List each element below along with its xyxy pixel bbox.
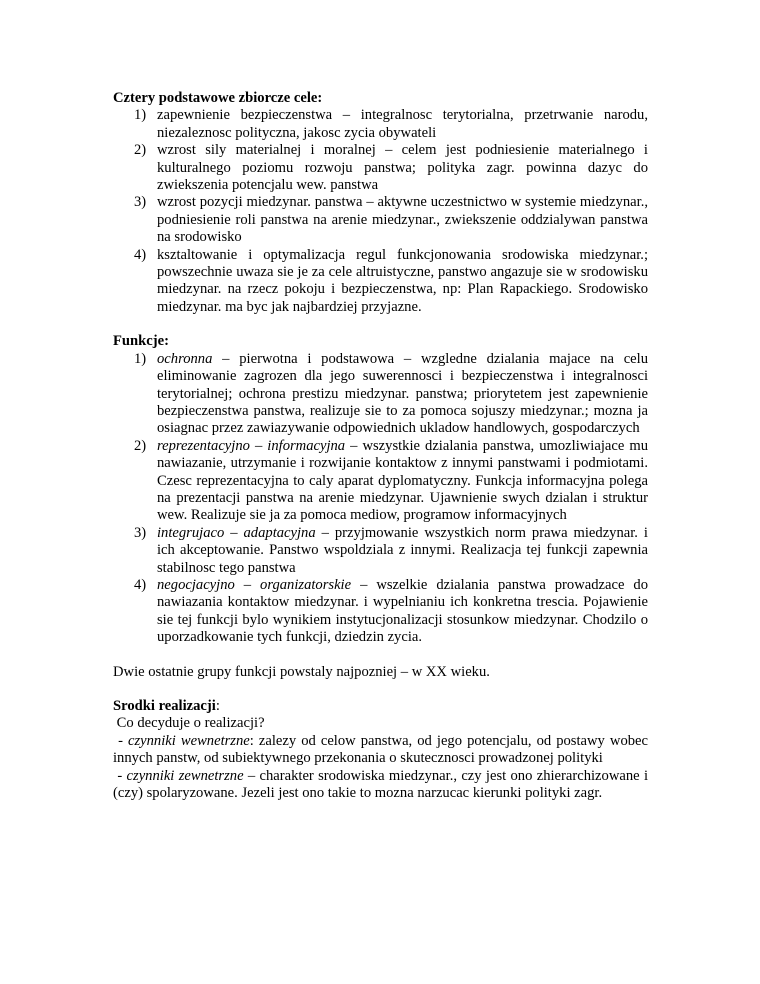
item-term: negocjacyjno – organizatorskie: [157, 576, 352, 593]
list-item: [113, 142, 648, 194]
note-paragraph: Dwie ostatnie grupy funkcji powstaly najpozniej – w XX wieku.: [113, 663, 490, 680]
functions-list: [113, 351, 648, 647]
means-question: Co decyduje o realizacji?: [113, 715, 265, 732]
list-item: [113, 577, 648, 647]
factor-text: – charakter srodowiska miedzynar., czy jest ono zhierarchizowane i (czy) spolaryzowane. Jezeli jest ono takie to mozna narzucac kierunki polityki zagr.: [113, 767, 649, 802]
factor-term: czynniki wewnetrzne: [127, 732, 250, 749]
list-item: [113, 351, 648, 438]
item-number: 4): [134, 246, 147, 263]
item-text: – wszystkie dzialania panstwa, umozliwiajace mu nawiazanie, utrzymanie i rozwijanie kontaktow z innymi panstwami i podmiotami. Czesc reprezentacyjna to caly aparat dyplomatyczny. Funkcja informacyjna polega na prezentacji panstwa na arenie miedzynar. Ujawnienie swych dzialan i struktur wew. Realizuje sie ja za pomoca mediow, programow informacyjnych: [157, 437, 648, 524]
item-text: zapewnienie bezpieczenstwa – integralnosc terytorialna, przetrwanie narodu, niezaleznosc polityczna, jakosc zycia obywateli: [157, 107, 648, 141]
item-text: – pierwotna i podstawowa – wzgledne dzialania majace na celu eliminowanie zagrozen dla jego suwerennosci i bezpieczenstwa i integralnosci terytorialnej; ochrona prestizu miedzynar. panstwa; priorytetem jest zapewnienie bezpieczenstwa panstwa, realizuje sie to za pomoca sojuszy miedzynar.; mozna ja osiagnac przez zawiazywanie odpowiednich ukladow handlowych, gospodarczych: [157, 350, 648, 437]
note-section: [113, 664, 648, 681]
means-section: [113, 698, 648, 802]
means-heading-line: [113, 698, 648, 715]
item-number: 3): [134, 524, 147, 541]
item-text: – przyjmowanie wszystkich norm prawa miedzynar. i ich akceptowanie. Panstwo wspoldziala z innymi. Realizacja tej funkcji zapewnia stabilnosc tego panstwa: [157, 524, 648, 576]
list-item: [113, 525, 648, 577]
item-number: 1): [134, 107, 147, 124]
goals-heading: Cztery podstawowe zbiorcze cele:: [113, 90, 323, 106]
list-item: [113, 194, 648, 246]
item-number: 4): [134, 576, 147, 593]
goals-list: [113, 107, 648, 316]
goals-section: [113, 90, 648, 316]
list-item: [113, 107, 648, 142]
document-body: [113, 90, 648, 819]
factor-prefix: -: [113, 767, 127, 784]
functions-heading: Funkcje:: [113, 333, 169, 350]
means-heading: Srodki realizacji: [113, 698, 216, 714]
item-text: wzrost sily materialnej i moralnej – celem jest podniesienie materialnego i kulturalnego poziomu rozwoju panstwa; polityka zagr. powinna dazyc do zwiekszenia potencjalu wew. panstwa: [157, 142, 648, 194]
item-term: reprezentacyjno – informacyjna: [157, 437, 346, 454]
factor-term: czynniki zewnetrzne: [126, 767, 244, 784]
list-item: [113, 247, 648, 317]
item-term: ochronna: [157, 350, 213, 367]
factor-paragraph: [113, 768, 648, 803]
means-heading-colon: :: [215, 698, 220, 714]
factor-prefix: -: [113, 732, 128, 749]
item-number: 2): [134, 142, 147, 159]
list-item: [113, 438, 648, 525]
item-term: integrujaco – adaptacyjna: [157, 524, 316, 541]
factor-text: : zalezy od celow panstwa, od jego potencjalu, od postawy wobec innych panstw, od subiektywnego przekonania o skutecznosci prowadzonej polityki: [113, 732, 648, 767]
item-text: wzrost pozycji miedzynar. panstwa – aktywne uczestnictwo w systemie miedzynar., podniesienie roli panstwa na arenie miedzynar., zwiekszenie oddzialywan panstwa na srodowisko: [157, 194, 648, 246]
factor-paragraph: [113, 733, 648, 768]
item-text: – wszelkie dzialania panstwa prowadzace do nawiazania kontaktow miedzynar. i wypelnianiu ich konkretna trescia. Pojawienie sie tej funkcji bylo wynikiem instytucjonalizacji stosunkow miedzynar. Chodzilo o uporzadkowanie tych funkcji, dziedzin zycia.: [157, 576, 648, 646]
item-text: ksztaltowanie i optymalizacja regul funkcjonowania srodowiska miedzynar.; powszechnie uwaza sie je za cele altruistyczne, panstwo angazuje sie w srodowisku miedzynar. na rzecz pokoju i bezpieczenstwa, np: Plan Rapackiego. Srodowisko miedzynar. ma byc jak najbardziej przyjazne.: [157, 246, 648, 315]
item-number: 2): [134, 437, 147, 454]
item-number: 3): [134, 194, 147, 211]
item-number: 1): [134, 350, 147, 367]
functions-section: [113, 333, 648, 646]
